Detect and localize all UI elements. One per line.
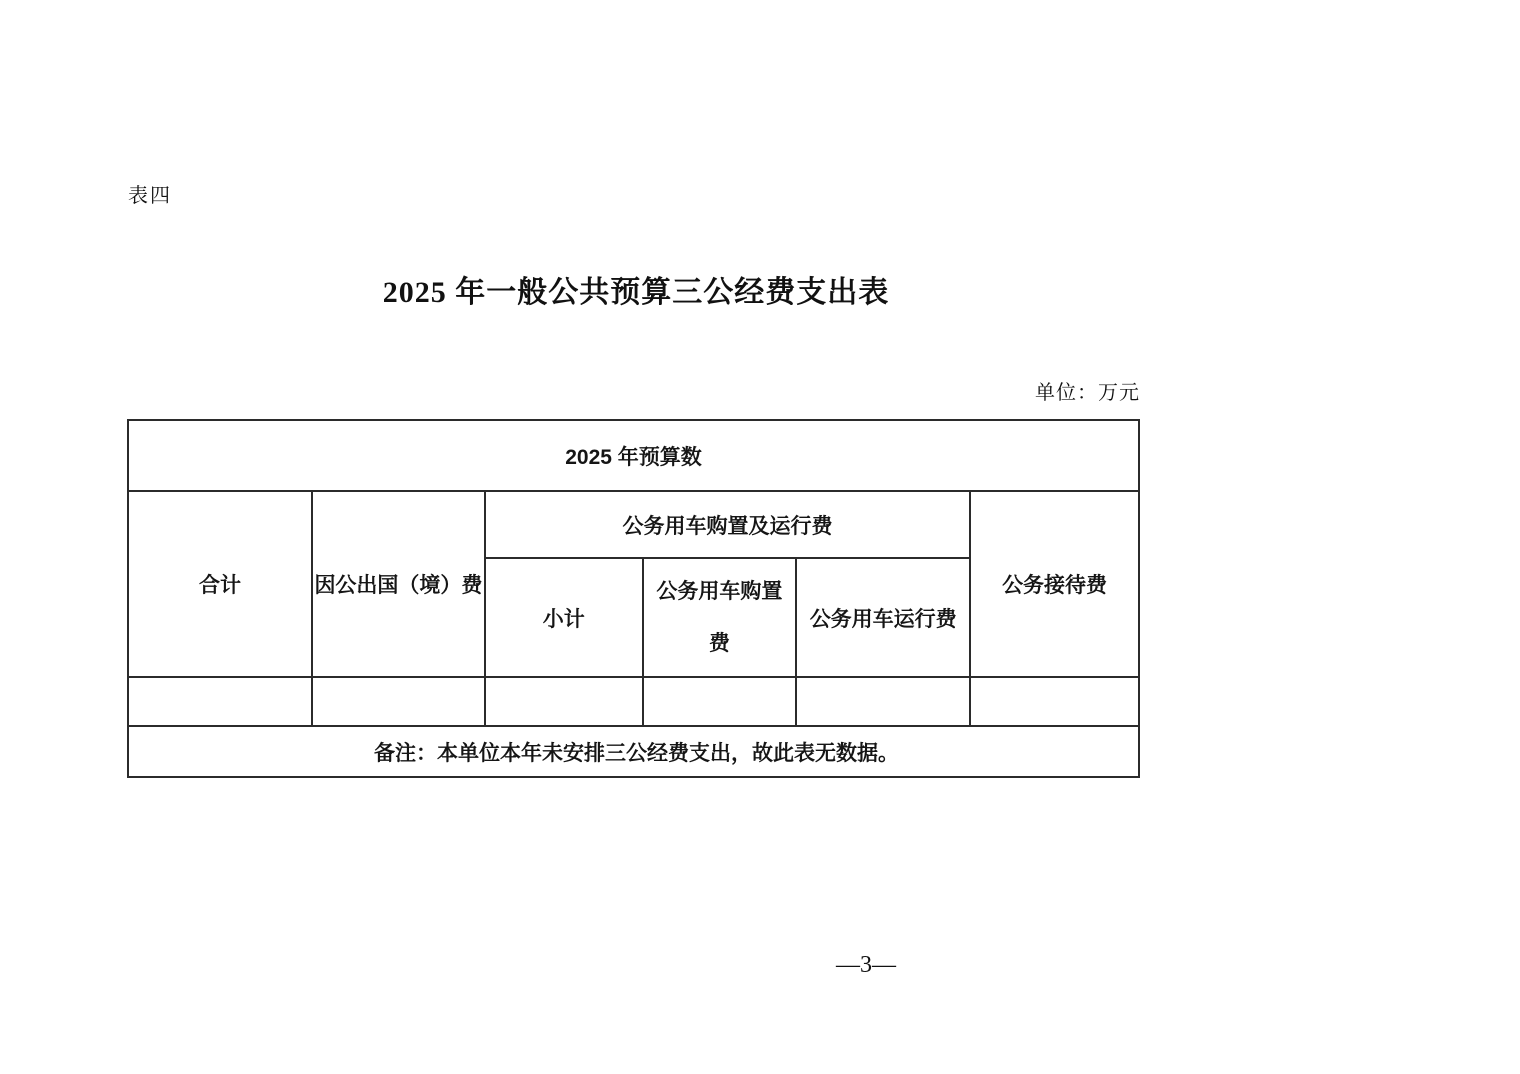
- data-row: [128, 677, 1139, 726]
- header-vehicle-operation-cell: 公务用车运行费: [796, 558, 970, 677]
- table-label: 表四: [128, 185, 172, 207]
- unit-note: 单位：万元: [1035, 382, 1140, 404]
- group-header-row: [128, 491, 1139, 558]
- header-vehicle-purchase-cell: 公务用车购置费: [643, 558, 797, 677]
- year-header-row: [128, 420, 1139, 491]
- data-cell-operation: [796, 677, 970, 726]
- year-header-cell: 2025 年预算数: [128, 420, 1139, 491]
- data-cell-subtotal: [485, 677, 643, 726]
- header-abroad-cell: 因公出国（境）费: [312, 491, 485, 677]
- data-cell-purchase: [643, 677, 797, 726]
- page-number: —3—: [836, 952, 896, 978]
- budget-table: [127, 419, 1140, 778]
- data-cell-reception: [970, 677, 1139, 726]
- header-total-cell: 合计: [128, 491, 312, 677]
- note-row: [128, 726, 1139, 777]
- header-reception-cell: 公务接待费: [970, 491, 1139, 677]
- data-cell-total: [128, 677, 312, 726]
- header-vehicle-group-cell: 公务用车购置及运行费: [485, 491, 970, 558]
- data-cell-abroad: [312, 677, 485, 726]
- page-title: 2025 年一般公共预算三公经费支出表: [382, 276, 890, 309]
- table-note: 备注：本单位本年未安排三公经费支出，故此表无数据。: [128, 726, 1139, 777]
- header-vehicle-subtotal-cell: 小计: [485, 558, 643, 677]
